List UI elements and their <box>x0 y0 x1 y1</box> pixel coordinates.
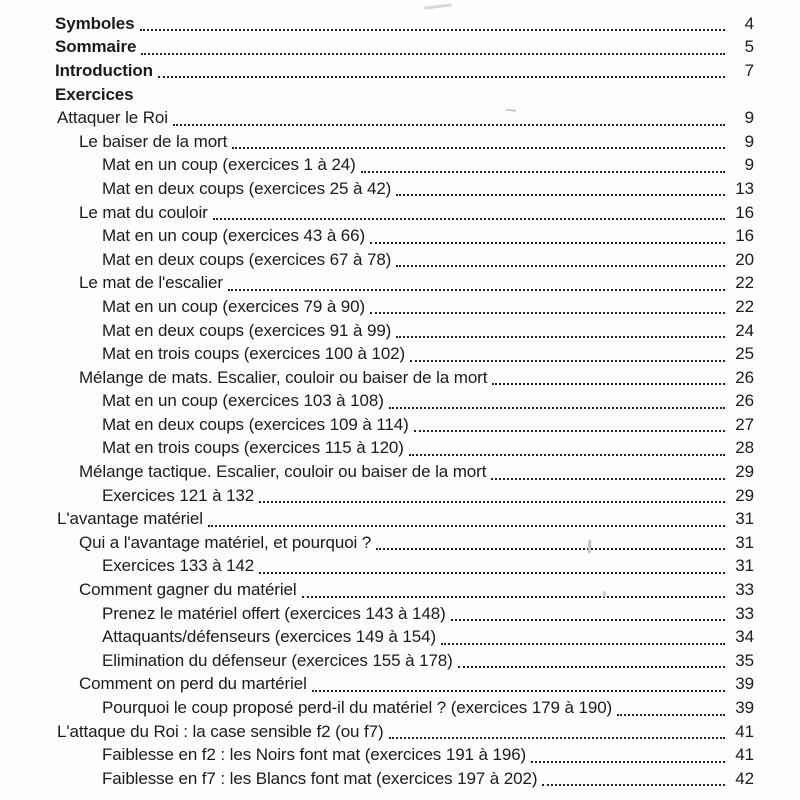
dot-leader <box>409 441 725 456</box>
page-number: 26 <box>735 391 754 411</box>
page-number: 4 <box>744 13 754 33</box>
toc-entry <box>0 366 800 390</box>
dot-leader <box>232 134 725 149</box>
page-number: 7 <box>744 60 754 80</box>
toc-entry <box>0 342 800 366</box>
entry-label: Mat en trois coups (exercices 100 à 102) <box>102 344 406 364</box>
dot-leader <box>213 205 725 220</box>
scan-artifact <box>424 3 452 9</box>
dot-leader <box>259 559 725 574</box>
dot-leader <box>389 394 725 409</box>
toc-entry <box>0 390 800 414</box>
toc-entry <box>0 413 800 437</box>
toc-entry <box>0 460 800 484</box>
entry-label: Exercices 133 à 142 <box>102 556 255 576</box>
dot-leader <box>312 677 725 692</box>
toc-entry <box>0 673 800 697</box>
toc-entry <box>0 555 800 579</box>
dot-leader <box>259 488 725 503</box>
dot-leader <box>396 181 725 196</box>
toc-entry <box>0 154 800 178</box>
page-number: 42 <box>735 768 754 788</box>
entry-label: Elimination du défenseur (exercices 155 à 178) <box>102 650 453 670</box>
dot-leader <box>158 63 725 78</box>
page-number: 39 <box>735 674 754 694</box>
page-number: 31 <box>735 556 754 576</box>
page-number: 22 <box>735 296 754 316</box>
toc-entry <box>0 743 800 767</box>
entry-label: Mat en un coup (exercices 1 à 24) <box>102 155 356 175</box>
dot-leader <box>389 724 725 739</box>
entry-label: Mat en deux coups (exercices 109 à 114) <box>102 414 409 434</box>
entry-label: Comment gagner du matériel <box>79 580 297 600</box>
dot-leader <box>396 252 725 267</box>
entry-label: Qui a l'avantage matériel, et pourquoi ? <box>79 532 372 552</box>
toc-entry <box>0 319 800 343</box>
page-number: 26 <box>735 367 754 387</box>
page-number: 35 <box>735 650 754 670</box>
toc-entry <box>0 531 800 555</box>
dot-leader <box>370 229 725 244</box>
entry-label: L'attaque du Roi : la case sensible f2 (ou f7) <box>57 721 384 741</box>
entry-label: Mat en deux coups (exercices 25 à 42) <box>102 178 392 198</box>
page-number: 41 <box>735 745 754 765</box>
table-of-contents <box>0 12 800 791</box>
toc-entry <box>0 696 800 720</box>
toc-entry <box>0 578 800 602</box>
page-number: 16 <box>735 226 754 246</box>
dot-leader <box>228 276 725 291</box>
dot-leader <box>139 88 725 101</box>
entry-label: Le mat de l'escalier <box>79 273 223 293</box>
dot-leader <box>141 40 725 55</box>
toc-entry <box>0 12 800 36</box>
page-number: 25 <box>735 344 754 364</box>
page-number: 29 <box>735 462 754 482</box>
scan-artifact: ~ <box>505 100 517 122</box>
toc-entry <box>0 437 800 461</box>
toc-entry <box>0 106 800 130</box>
page-number: 28 <box>735 438 754 458</box>
dot-leader <box>458 653 725 668</box>
dot-leader <box>208 512 725 527</box>
entry-label: Sommaire <box>55 37 137 57</box>
toc-entry <box>0 507 800 531</box>
toc-entry <box>0 248 800 272</box>
toc-entry <box>0 602 800 626</box>
dot-leader <box>370 299 725 314</box>
page-number: 9 <box>744 131 754 151</box>
dot-leader <box>376 535 725 550</box>
entry-label: Prenez le matériel offert (exercices 143 à 148) <box>102 603 446 623</box>
page-number: 33 <box>735 580 754 600</box>
toc-entry <box>0 59 800 83</box>
page-number: 27 <box>735 414 754 434</box>
page-number: 33 <box>735 603 754 623</box>
dot-leader <box>140 16 725 31</box>
page-number: 31 <box>735 532 754 552</box>
dot-leader <box>531 748 725 763</box>
toc-entry <box>0 177 800 201</box>
dot-leader <box>491 465 725 480</box>
toc-entry <box>0 224 800 248</box>
entry-label: Mat en un coup (exercices 103 à 108) <box>102 391 384 411</box>
page-number: 13 <box>735 178 754 198</box>
entry-label: Mat en un coup (exercices 79 à 90) <box>102 296 366 316</box>
entry-label: Mat en un coup (exercices 43 à 66) <box>102 226 366 246</box>
page-number: 34 <box>735 627 754 647</box>
dot-leader <box>414 417 725 432</box>
entry-label: Mat en deux coups (exercices 67 à 78) <box>102 249 392 269</box>
page-number: 39 <box>735 698 754 718</box>
entry-label: Attaquants/défenseurs (exercices 149 à 154) <box>102 627 437 647</box>
dot-leader <box>173 111 725 126</box>
page-number: 41 <box>735 721 754 741</box>
dot-leader <box>451 606 725 621</box>
dot-leader <box>617 701 725 716</box>
entry-label: Le mat du couloir <box>79 202 208 222</box>
entry-label: Faiblesse en f7 : les Blancs font mat (exercices 197 à 202) <box>102 768 538 788</box>
entry-label: Faiblesse en f2 : les Noirs font mat (exercices 191 à 196) <box>102 745 527 765</box>
page-number: 16 <box>735 202 754 222</box>
entry-label: Pourquoi le coup proposé perd-il du matériel ? (exercices 179 à 190) <box>102 698 613 718</box>
toc-entry <box>0 767 800 791</box>
dot-leader <box>361 158 725 173</box>
toc-entry <box>0 201 800 225</box>
entry-label: Introduction <box>55 60 153 80</box>
entry-label: Le baiser de la mort <box>79 131 228 151</box>
dot-leader <box>410 347 725 362</box>
toc-entry <box>0 625 800 649</box>
page-number: 9 <box>744 155 754 175</box>
dot-leader <box>396 323 725 338</box>
page-number: 9 <box>744 108 754 128</box>
dot-leader <box>492 370 725 385</box>
entry-label: Mat en trois coups (exercices 115 à 120) <box>102 438 404 458</box>
toc-entry <box>0 36 800 60</box>
page-number: 24 <box>735 320 754 340</box>
page-number: 5 <box>744 37 754 57</box>
page-number: 29 <box>735 485 754 505</box>
entry-label: Exercices 121 à 132 <box>102 485 255 505</box>
page-number: 20 <box>735 249 754 269</box>
entry-label: Mélange de mats. Escalier, couloir ou baiser de la mort <box>79 367 488 387</box>
dot-leader <box>441 630 725 645</box>
toc-entry <box>0 295 800 319</box>
page-number: 22 <box>735 273 754 293</box>
entry-label: Exercices <box>55 84 134 104</box>
toc-entry <box>0 83 800 107</box>
entry-label: Attaquer le Roi <box>57 108 168 128</box>
toc-entry <box>0 720 800 744</box>
entry-label: L'avantage matériel <box>57 509 203 529</box>
entry-label: Mat en deux coups (exercices 91 à 99) <box>102 320 392 340</box>
dot-leader <box>542 771 725 786</box>
page-number: 31 <box>735 509 754 529</box>
entry-label: Mélange tactique. Escalier, couloir ou baiser de la mort <box>79 462 487 482</box>
dot-leader <box>302 583 725 598</box>
toc-entry <box>0 130 800 154</box>
toc-entry <box>0 272 800 296</box>
toc-entry <box>0 484 800 508</box>
entry-label: Comment on perd du martériel <box>79 674 307 694</box>
toc-entry <box>0 649 800 673</box>
entry-label: Symboles <box>55 13 135 33</box>
